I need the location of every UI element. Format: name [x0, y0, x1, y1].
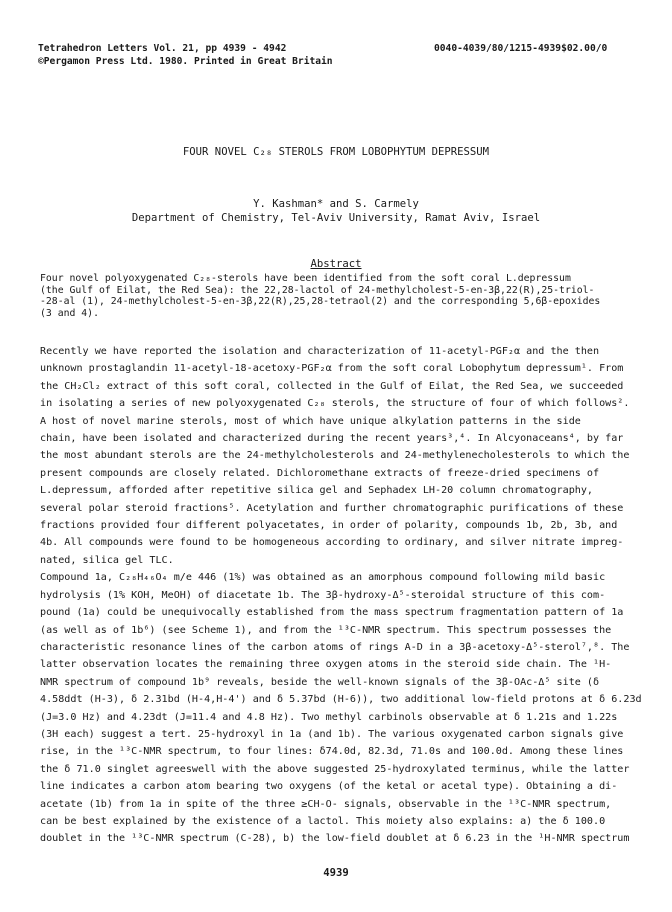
text-line: hydrolysis (1% KOH, MeOH) of diacetate 1b. The 3β-hydroxy-Δ⁵-steroidal structure of this com-: [40, 589, 606, 601]
text-line: A host of novel marine sterols, most of which have unique alkylation patterns in the side: [40, 415, 581, 427]
text-line: (3 and 4).: [40, 307, 99, 319]
abstract-text: [40, 273, 652, 319]
text-line: the most abundant sterols are the 24-methylcholesterols and 24-methylenecholesterols to which the: [40, 450, 630, 462]
body-text: [40, 343, 652, 848]
text-line: (3H each) suggest a tert. 25-hydroxyl in 1a (and 1b). The various oxygenated carbon signals give: [40, 728, 624, 740]
abstract-heading: Abstract: [310, 258, 362, 270]
page-number: 4939: [323, 867, 349, 879]
text-line: fractions provided four different polyacetates, in order of polarity, compounds 1b, 2b, 3b, and: [40, 520, 618, 532]
text-line: (the Gulf of Eilat, the Red Sea): the 22,28-lactol of 24-methylcholest-5-en-3β,22(R),25-triol-: [40, 284, 595, 296]
text-line: pound (1a) could be unequivocally established from the mass spectrum fragmentation pattern of 1a: [40, 607, 624, 619]
text-line: latter observation locates the remaining three oxygen atoms in the steroid side chain. The ¹H-: [40, 659, 612, 671]
text-line: 4.58ddt (H-3), δ 2.31bd (H-4,H-4') and δ 5.37bd (H-6)), two additional low-field protons at δ 6.23d: [40, 694, 642, 706]
text-line: -28-al (1), 24-methylcholest-5-en-3β,22(R),25,28-tetraol(2) and the corresponding 5,6β-epoxides: [40, 296, 601, 307]
text-line: present compounds are closely related. Dichloromethane extracts of freeze-dried specimens of: [40, 467, 600, 479]
text-line: Compound 1a, C₂₈H₄₆O₄ m/e 446 (1%) was obtained as an amorphous compound following mild basic: [40, 572, 606, 584]
text-line: doublet in the ¹³C-NMR spectrum (C-28), b) the low-field doublet at δ 6.23 in the ¹H-NMR spectrum: [40, 833, 630, 845]
text-line: unknown prostaglandin 11-acetyl-18-acetoxy-PGF₂α from the soft coral Lobophytum depressum¹. From: [40, 363, 624, 375]
text-line: characteristic resonance lines of the carbon atoms of rings A-D in a 3β-acetoxy-Δ⁵-sterol⁷,⁸. The: [40, 641, 630, 653]
text-line: chain, have been isolated and characterized during the recent years³,⁴. In Alcyonaceans⁴, by far: [40, 433, 624, 445]
text-line: the δ 71.0 singlet agreeswell with the above suggested 25-hydroxylated terminus, while the latter: [40, 763, 630, 775]
text-line: in isolating a series of new polyoxygenated C₂₈ sterols, the structure of four of which follows².: [40, 398, 630, 410]
journal-line: ©Pergamon Press Ltd. 1980. Printed in Great Britain: [38, 56, 333, 67]
text-line: the CH₂Cl₂ extract of this soft coral, collected in the Gulf of Eilat, the Red Sea, we succeeded: [40, 380, 624, 392]
authors: Y. Kashman* and S. Carmely: [253, 198, 419, 210]
paper-title: FOUR NOVEL C₂₈ STEROLS FROM LOBOPHYTUM DEPRESSUM: [182, 146, 490, 158]
text-line: rise, in the ¹³C-NMR spectrum, to four lines: δ74.0d, 82.3d, 71.0s and 100.0d. Among these lines: [40, 746, 624, 758]
text-line: Four novel polyoxygenated C₂₈-sterols have been identified from the soft coral L.depressum: [40, 273, 571, 284]
article-code: 0040-4039/80/1215-4939$02.00/0: [434, 43, 608, 54]
journal-line: Tetrahedron Letters Vol. 21, pp 4939 - 4942: [38, 43, 287, 54]
text-line: nated, silica gel TLC.: [40, 554, 174, 566]
text-line: (as well as of 1b⁶) (see Scheme 1), and from the ¹³C-NMR spectrum. This spectrum possesses the: [40, 624, 612, 636]
text-line: can be best explained by the existence of a lactol. This moiety also explains: a) the δ 100.0: [40, 815, 606, 827]
journal-header: [38, 42, 333, 68]
text-line: line indicates a carbon atom bearing two oxygens (of the ketal or acetal type). Obtaining a di-: [40, 781, 618, 793]
text-line: acetate (1b) from 1a in spite of the three ≥CH-O- signals, observable in the ¹³C-NMR spectrum,: [40, 798, 612, 810]
text-line: (J=3.0 Hz) and 4.23dt (J=11.4 and 4.8 Hz). Two methyl carbinols observable at δ 1.21s and 1.22s: [40, 711, 618, 723]
text-line: 4b. All compounds were found to be homogeneous according to ordinary, and silver nitrate impreg-: [40, 537, 624, 549]
text-line: Recently we have reported the isolation and characterization of 11-acetyl-PGF₂α and the then: [40, 346, 600, 357]
text-line: several polar steroid fractions⁵. Acetylation and further chromatographic purifications of these: [40, 502, 624, 514]
text-line: L.depressum, afforded after repetitive silica gel and Sephadex LH-20 column chromatography,: [40, 485, 594, 497]
affiliation: Department of Chemistry, Tel-Aviv University, Ramat Aviv, Israel: [131, 212, 541, 224]
text-line: NMR spectrum of compound 1b⁹ reveals, beside the well-known signals of the 3β-OAc-Δ⁵ site (δ: [40, 676, 600, 688]
